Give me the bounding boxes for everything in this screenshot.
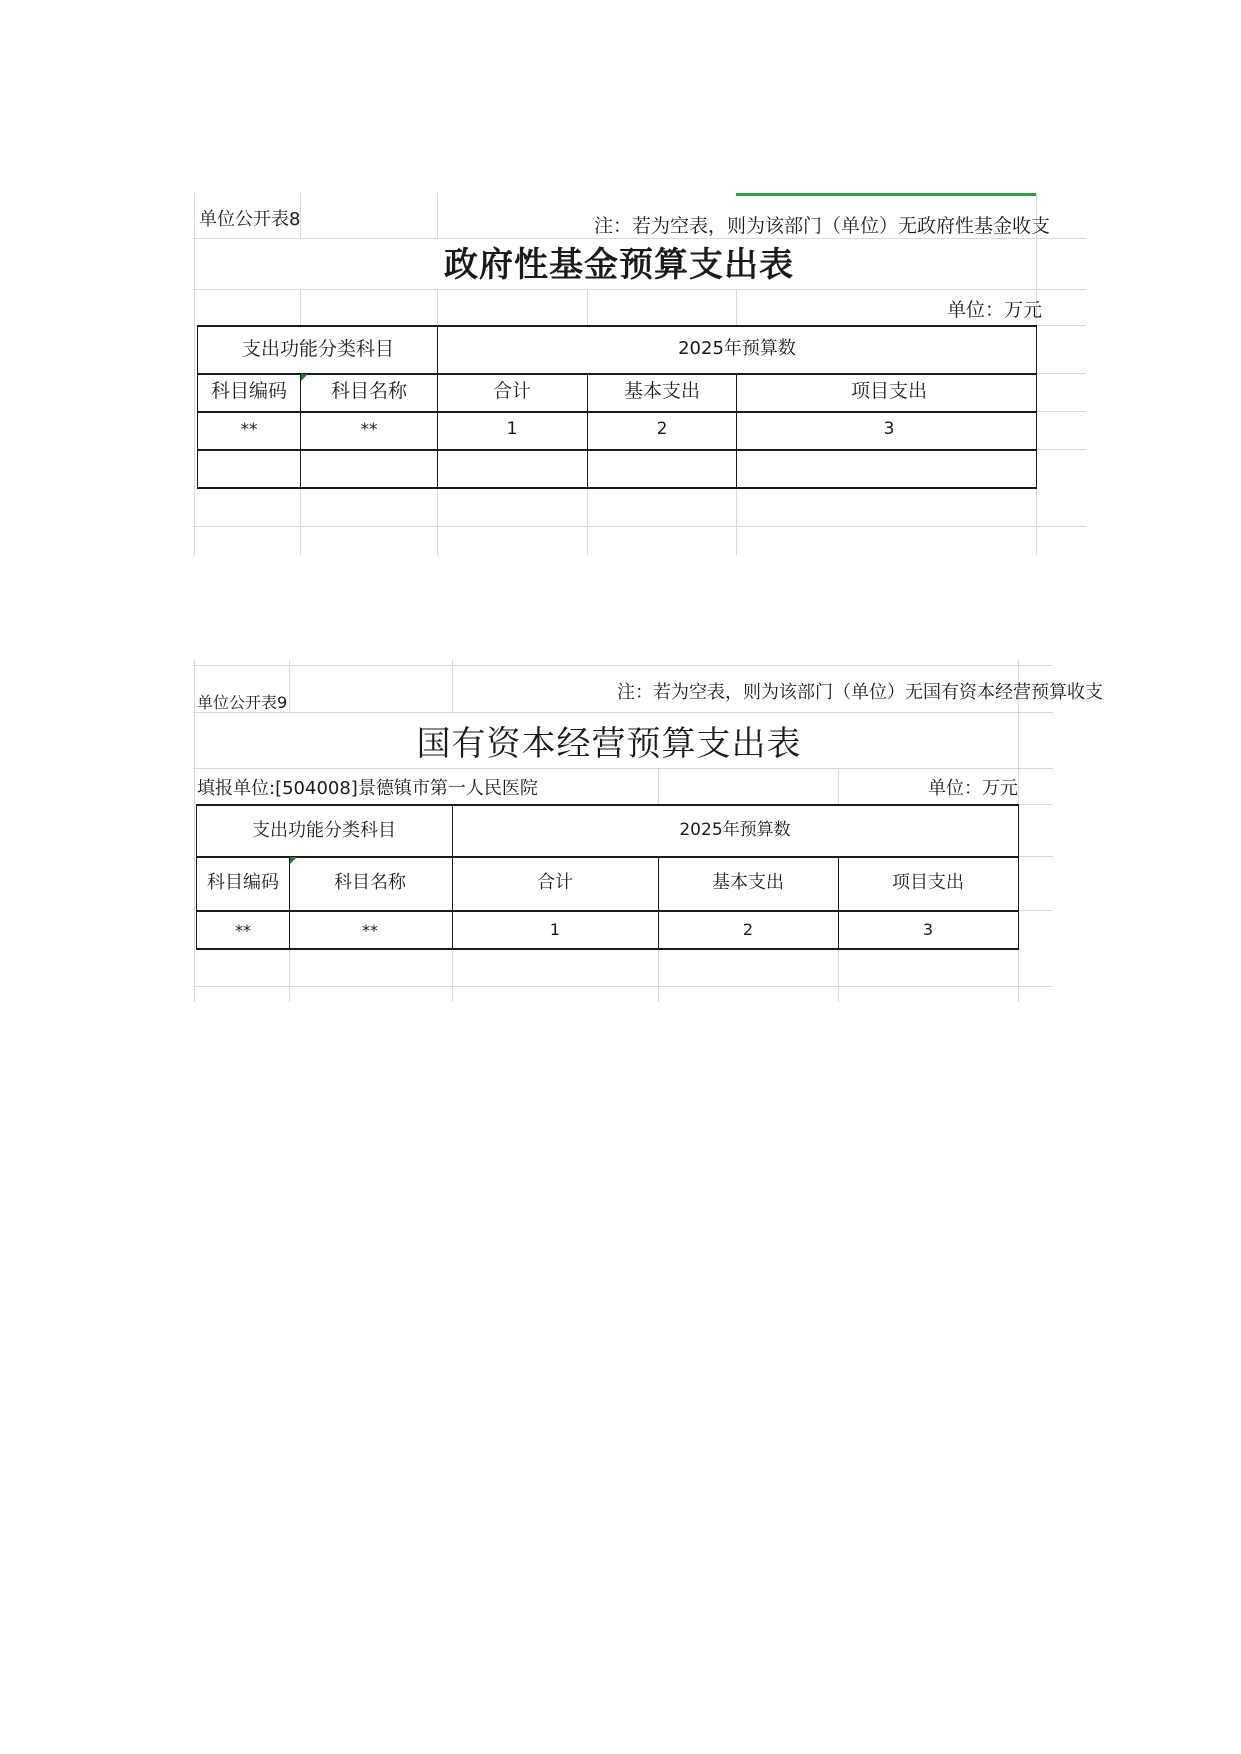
- cell-comment-marker: [290, 857, 297, 864]
- cell-comment-marker: [301, 374, 308, 381]
- grid-line: [452, 660, 453, 712]
- grid-line: [1018, 804, 1053, 805]
- index-cell: 2: [742, 920, 754, 939]
- grid-line: [1036, 325, 1086, 326]
- column-header: 科目名称: [334, 872, 406, 893]
- grid-line: [289, 948, 290, 1002]
- grid-line: [1036, 411, 1086, 412]
- grid-line: [1036, 449, 1086, 450]
- index-cell: 1: [506, 419, 518, 439]
- grid-line: [289, 660, 290, 712]
- filler-unit: 填报单位:[504008]景德镇市第一人民医院: [197, 778, 538, 799]
- grid-line: [1036, 373, 1086, 374]
- column-header: 基本支出: [623, 380, 701, 402]
- table-border: [196, 910, 1019, 912]
- note-text: 注：若为空表，则为该部门（单位）无国有资本经营预算收支: [617, 682, 1103, 703]
- table-border: [196, 804, 1019, 806]
- grid-line: [1018, 948, 1019, 1002]
- table-border: [452, 804, 453, 949]
- grid-line: [736, 488, 737, 555]
- column-header: 合计: [492, 380, 532, 402]
- index-cell: **: [360, 420, 378, 440]
- spreadsheet-screenshot-1: [193, 193, 1086, 555]
- grid-line: [1018, 856, 1053, 857]
- index-cell: **: [362, 921, 378, 940]
- table-border: [838, 856, 839, 949]
- table-border: [196, 804, 197, 949]
- grid-line: [452, 948, 453, 1002]
- note-text: 注：若为空表，则为该部门（单位）无政府性基金收支: [594, 215, 1051, 237]
- table-border: [1036, 325, 1037, 488]
- form-number: 单位公开表8: [199, 209, 301, 230]
- grid-line: [193, 768, 1053, 769]
- table-title: 国有资本经营预算支出表: [416, 724, 802, 764]
- table-title: 政府性基金预算支出表: [444, 245, 794, 285]
- unit-label: 单位：万元: [946, 299, 1042, 321]
- column-header: 合计: [537, 872, 573, 893]
- selection-indicator: [736, 193, 1036, 196]
- column-header: 基本支出: [712, 872, 784, 893]
- column-header: 项目支出: [850, 380, 928, 402]
- grid-line: [193, 238, 1086, 239]
- table-border: [197, 487, 1037, 489]
- index-cell: 2: [656, 419, 668, 439]
- column-header: 科目名称: [330, 380, 408, 402]
- grid-line: [587, 488, 588, 555]
- grid-line: [437, 488, 438, 555]
- index-cell: 3: [922, 920, 934, 939]
- grid-line: [193, 289, 1086, 290]
- grid-line: [658, 948, 659, 1002]
- budget-header: 2025年预算数: [679, 820, 791, 840]
- table-border: [1018, 804, 1019, 949]
- column-header: 科目编码: [207, 872, 279, 893]
- unit-label: 单位：万元: [928, 778, 1018, 799]
- grid-line: [193, 712, 1053, 713]
- grid-line: [736, 289, 737, 325]
- grid-line: [300, 289, 301, 325]
- grid-line: [838, 768, 839, 804]
- column-header: 科目编码: [210, 380, 288, 402]
- table-border: [197, 411, 1037, 413]
- form-number: 单位公开表9: [197, 693, 288, 712]
- grid-line: [300, 488, 301, 555]
- table-border: [587, 373, 588, 488]
- grid-line: [587, 289, 588, 325]
- table-border: [658, 856, 659, 949]
- grid-line: [194, 193, 195, 555]
- group-header: 支出功能分类科目: [241, 338, 395, 360]
- grid-line: [193, 986, 1053, 987]
- table-border: [197, 373, 1037, 375]
- grid-line: [658, 768, 659, 804]
- grid-line: [437, 193, 438, 238]
- grid-line: [437, 289, 438, 325]
- grid-line: [193, 526, 1086, 527]
- table-border: [736, 373, 737, 488]
- grid-line: [1018, 910, 1053, 911]
- index-cell: 1: [549, 920, 561, 939]
- table-border: [197, 325, 1037, 327]
- table-border: [437, 325, 438, 488]
- budget-header: 2025年预算数: [678, 338, 796, 359]
- index-cell: **: [235, 921, 251, 940]
- index-cell: 3: [883, 419, 895, 439]
- table-border: [197, 449, 1037, 451]
- grid-line: [838, 948, 839, 1002]
- table-border: [197, 325, 198, 488]
- table-border: [289, 856, 290, 949]
- index-cell: **: [240, 420, 258, 440]
- table-border: [196, 856, 1019, 858]
- table-border: [196, 948, 1019, 950]
- grid-line: [193, 665, 1053, 666]
- column-header: 项目支出: [892, 872, 964, 893]
- table-border: [300, 373, 301, 488]
- spreadsheet-screenshot-2: [193, 660, 1103, 1002]
- group-header: 支出功能分类科目: [252, 820, 396, 841]
